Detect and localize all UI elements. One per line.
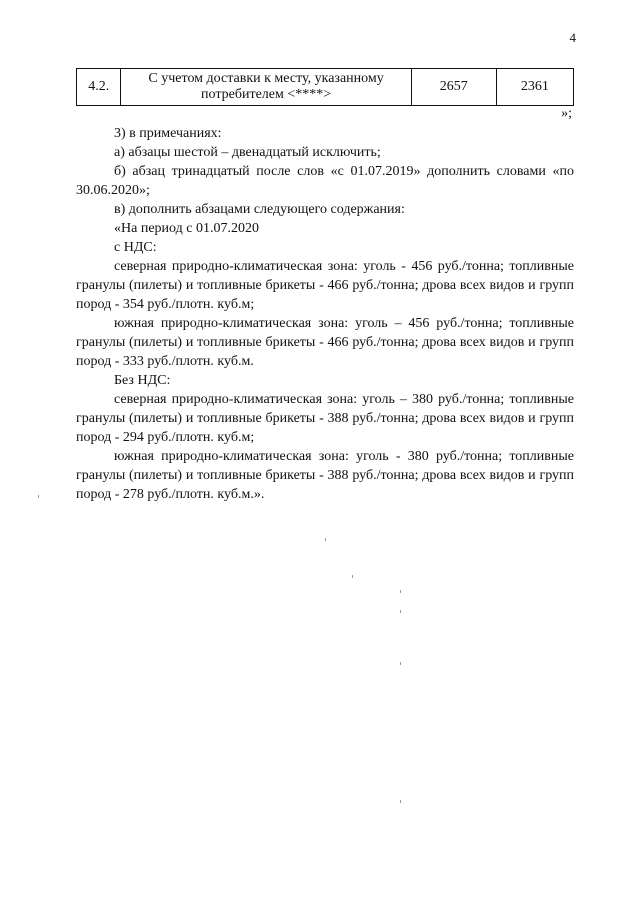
- paragraph-period: «На период с 01.07.2020: [114, 221, 259, 236]
- scan-artifact: [325, 538, 326, 541]
- paragraph-without-vat: Без НДС:: [114, 373, 171, 388]
- paragraph-with-vat: с НДС:: [114, 240, 157, 255]
- row-number-cell: 4.2.: [77, 69, 121, 106]
- scan-artifact: [400, 800, 401, 803]
- row-description-cell: С учетом доставки к месту, указанному потребителем <****>: [121, 69, 411, 106]
- document-body: [76, 124, 574, 504]
- paragraph-item-b: б) абзац тринадцатый после слов «с 01.07.2019» дополнить словами «по 30.06.2020»;: [76, 164, 574, 198]
- scan-artifact: [400, 590, 401, 593]
- paragraph-notes-heading: 3) в примечаниях:: [114, 126, 222, 141]
- scan-artifact: [352, 575, 353, 578]
- table-row: [77, 69, 574, 106]
- paragraph-north-with-vat: северная природно-климатическая зона: уголь - 456 руб./тонна; топливные гранулы (пилеты) и топливные брикеты - 466 руб./тонна; дрова всех видов и групп пород - 354 руб./плотн. куб.м;: [76, 259, 574, 312]
- scan-artifact: [400, 610, 401, 613]
- tariff-table: [76, 68, 574, 106]
- paragraph-item-a: а) абзацы шестой – двенадцатый исключить;: [114, 145, 381, 160]
- paragraph-item-c: в) дополнить абзацами следующего содержания:: [114, 202, 405, 217]
- scan-artifact: [400, 662, 401, 665]
- page-number: 4: [569, 30, 576, 45]
- paragraph-south-with-vat: южная природно-климатическая зона: уголь – 456 руб./тонна; топливные гранулы (пилеты) и топливные брикеты - 466 руб./тонна; дрова всех видов и групп пород - 333 руб./плотн. куб.м.: [76, 316, 574, 369]
- closing-quote: »;: [561, 106, 572, 121]
- paragraph-north-without-vat: северная природно-климатическая зона: уголь – 380 руб./тонна; топливные гранулы (пилеты) и топливные брикеты - 388 руб./тонна; дрова всех видов и групп пород - 294 руб./плотн. куб.м;: [76, 392, 574, 445]
- row-value-with-vat-cell: 2657: [411, 69, 496, 106]
- paragraph-south-without-vat: южная природно-климатическая зона: уголь - 380 руб./тонна; топливные гранулы (пилеты) и топливные брикеты - 388 руб./тонна; дрова всех видов и групп пород - 278 руб./плотн. куб.м.».: [76, 449, 574, 502]
- row-value-without-vat-cell: 2361: [496, 69, 573, 106]
- scan-artifact: [38, 495, 39, 498]
